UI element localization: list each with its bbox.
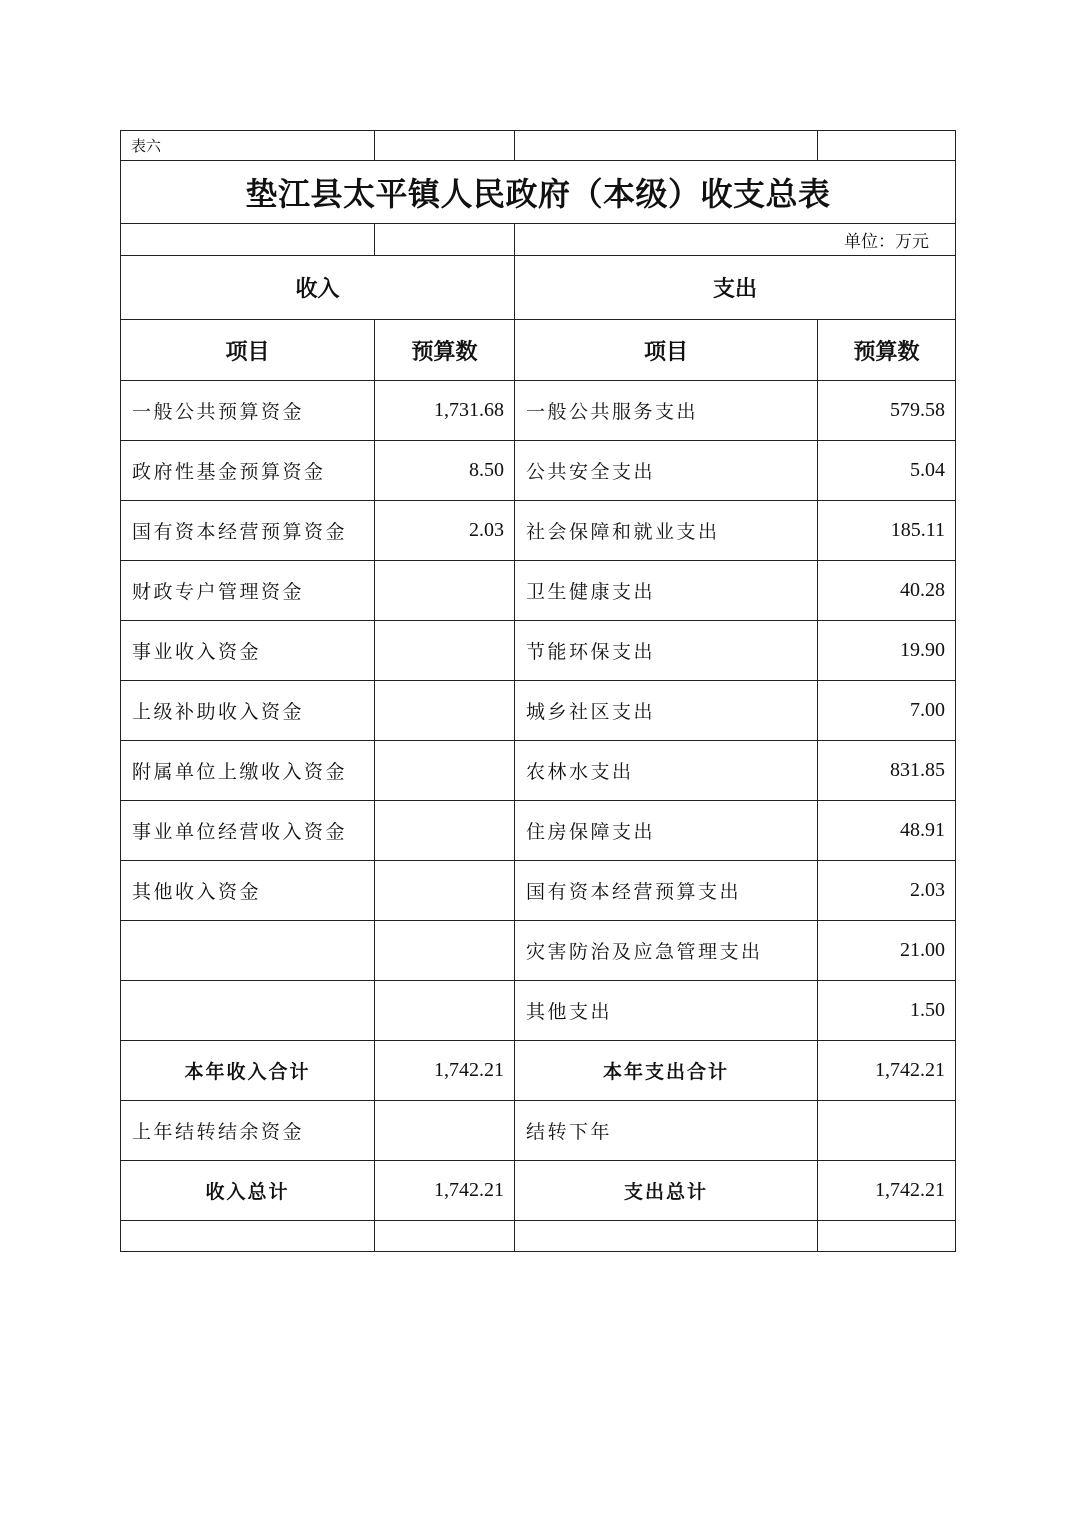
table-tag: 表六 <box>121 131 375 161</box>
income-year-total-label: 本年收入合计 <box>121 1041 375 1101</box>
expense-amount-cell: 185.11 <box>818 501 956 561</box>
table-row <box>121 501 956 561</box>
income-item-cell: 事业收入资金 <box>121 621 375 681</box>
unit-row <box>121 224 956 256</box>
expense-amount-cell: 1.50 <box>818 981 956 1041</box>
income-item-cell: 事业单位经营收入资金 <box>121 801 375 861</box>
income-item-header: 项目 <box>121 320 375 381</box>
expense-item-cell: 灾害防治及应急管理支出 <box>515 921 818 981</box>
expense-item-cell: 公共安全支出 <box>515 441 818 501</box>
income-section-header: 收入 <box>121 256 515 320</box>
table-row <box>121 981 956 1041</box>
income-carryover-amount <box>375 1101 515 1161</box>
blank-cell <box>818 131 956 161</box>
income-amount-cell <box>375 741 515 801</box>
unit-label: 单位：万元 <box>515 224 956 256</box>
expense-section-header: 支出 <box>515 256 956 320</box>
income-carryover-label: 上年结转结余资金 <box>121 1101 375 1161</box>
table-row <box>121 441 956 501</box>
income-amount-cell <box>375 621 515 681</box>
expense-item-cell: 住房保障支出 <box>515 801 818 861</box>
blank-cell <box>121 224 375 256</box>
expense-amount-cell: 831.85 <box>818 741 956 801</box>
expense-amount-cell: 7.00 <box>818 681 956 741</box>
expense-year-total-label: 本年支出合计 <box>515 1041 818 1101</box>
table-row <box>121 621 956 681</box>
blank-cell <box>515 131 818 161</box>
income-grand-total-label: 收入总计 <box>121 1161 375 1221</box>
section-row <box>121 256 956 320</box>
income-item-cell: 上级补助收入资金 <box>121 681 375 741</box>
table-row <box>121 381 956 441</box>
grand-total-row <box>121 1161 956 1221</box>
expense-item-cell: 节能环保支出 <box>515 621 818 681</box>
income-amount-cell <box>375 561 515 621</box>
income-amount-cell <box>375 921 515 981</box>
expense-year-total-amount: 1,742.21 <box>818 1041 956 1101</box>
expense-amount-cell: 21.00 <box>818 921 956 981</box>
table-row <box>121 681 956 741</box>
expense-amount-cell: 19.90 <box>818 621 956 681</box>
income-item-cell: 其他收入资金 <box>121 861 375 921</box>
expense-grand-total-amount: 1,742.21 <box>818 1161 956 1221</box>
expense-item-cell: 其他支出 <box>515 981 818 1041</box>
blank-cell <box>375 131 515 161</box>
income-amount-cell <box>375 681 515 741</box>
expense-item-cell: 农林水支出 <box>515 741 818 801</box>
expense-amount-header: 预算数 <box>818 320 956 381</box>
blank-cell <box>121 1221 375 1252</box>
expense-item-cell: 社会保障和就业支出 <box>515 501 818 561</box>
expense-item-cell: 一般公共服务支出 <box>515 381 818 441</box>
expense-item-cell: 城乡社区支出 <box>515 681 818 741</box>
income-amount-cell: 2.03 <box>375 501 515 561</box>
carryover-row <box>121 1101 956 1161</box>
income-item-cell <box>121 981 375 1041</box>
income-item-cell: 一般公共预算资金 <box>121 381 375 441</box>
income-item-cell <box>121 921 375 981</box>
table-row <box>121 861 956 921</box>
table-row <box>121 801 956 861</box>
expense-item-cell: 卫生健康支出 <box>515 561 818 621</box>
table-row <box>121 561 956 621</box>
expense-amount-cell: 2.03 <box>818 861 956 921</box>
income-amount-cell: 8.50 <box>375 441 515 501</box>
blank-footer-row <box>121 1221 956 1252</box>
table-tag-row <box>121 131 956 161</box>
income-item-cell: 国有资本经营预算资金 <box>121 501 375 561</box>
income-grand-total-amount: 1,742.21 <box>375 1161 515 1221</box>
income-amount-cell <box>375 801 515 861</box>
income-year-total-amount: 1,742.21 <box>375 1041 515 1101</box>
expense-grand-total-label: 支出总计 <box>515 1161 818 1221</box>
expense-carryover-amount <box>818 1101 956 1161</box>
income-amount-cell: 1,731.68 <box>375 381 515 441</box>
expense-item-cell: 国有资本经营预算支出 <box>515 861 818 921</box>
income-item-cell: 政府性基金预算资金 <box>121 441 375 501</box>
budget-summary-table <box>120 130 956 1252</box>
table-title: 垫江县太平镇人民政府（本级）收支总表 <box>121 161 956 224</box>
budget-summary-sheet <box>120 130 955 1252</box>
year-total-row <box>121 1041 956 1101</box>
expense-item-header: 项目 <box>515 320 818 381</box>
title-row <box>121 161 956 224</box>
expense-amount-cell: 5.04 <box>818 441 956 501</box>
expense-amount-cell: 579.58 <box>818 381 956 441</box>
blank-cell <box>375 224 515 256</box>
table-row <box>121 921 956 981</box>
expense-amount-cell: 40.28 <box>818 561 956 621</box>
blank-cell <box>515 1221 818 1252</box>
blank-cell <box>818 1221 956 1252</box>
expense-carryover-label: 结转下年 <box>515 1101 818 1161</box>
table-row <box>121 741 956 801</box>
income-amount-header: 预算数 <box>375 320 515 381</box>
column-header-row <box>121 320 956 381</box>
income-amount-cell <box>375 861 515 921</box>
expense-amount-cell: 48.91 <box>818 801 956 861</box>
income-amount-cell <box>375 981 515 1041</box>
income-item-cell: 附属单位上缴收入资金 <box>121 741 375 801</box>
income-item-cell: 财政专户管理资金 <box>121 561 375 621</box>
blank-cell <box>375 1221 515 1252</box>
